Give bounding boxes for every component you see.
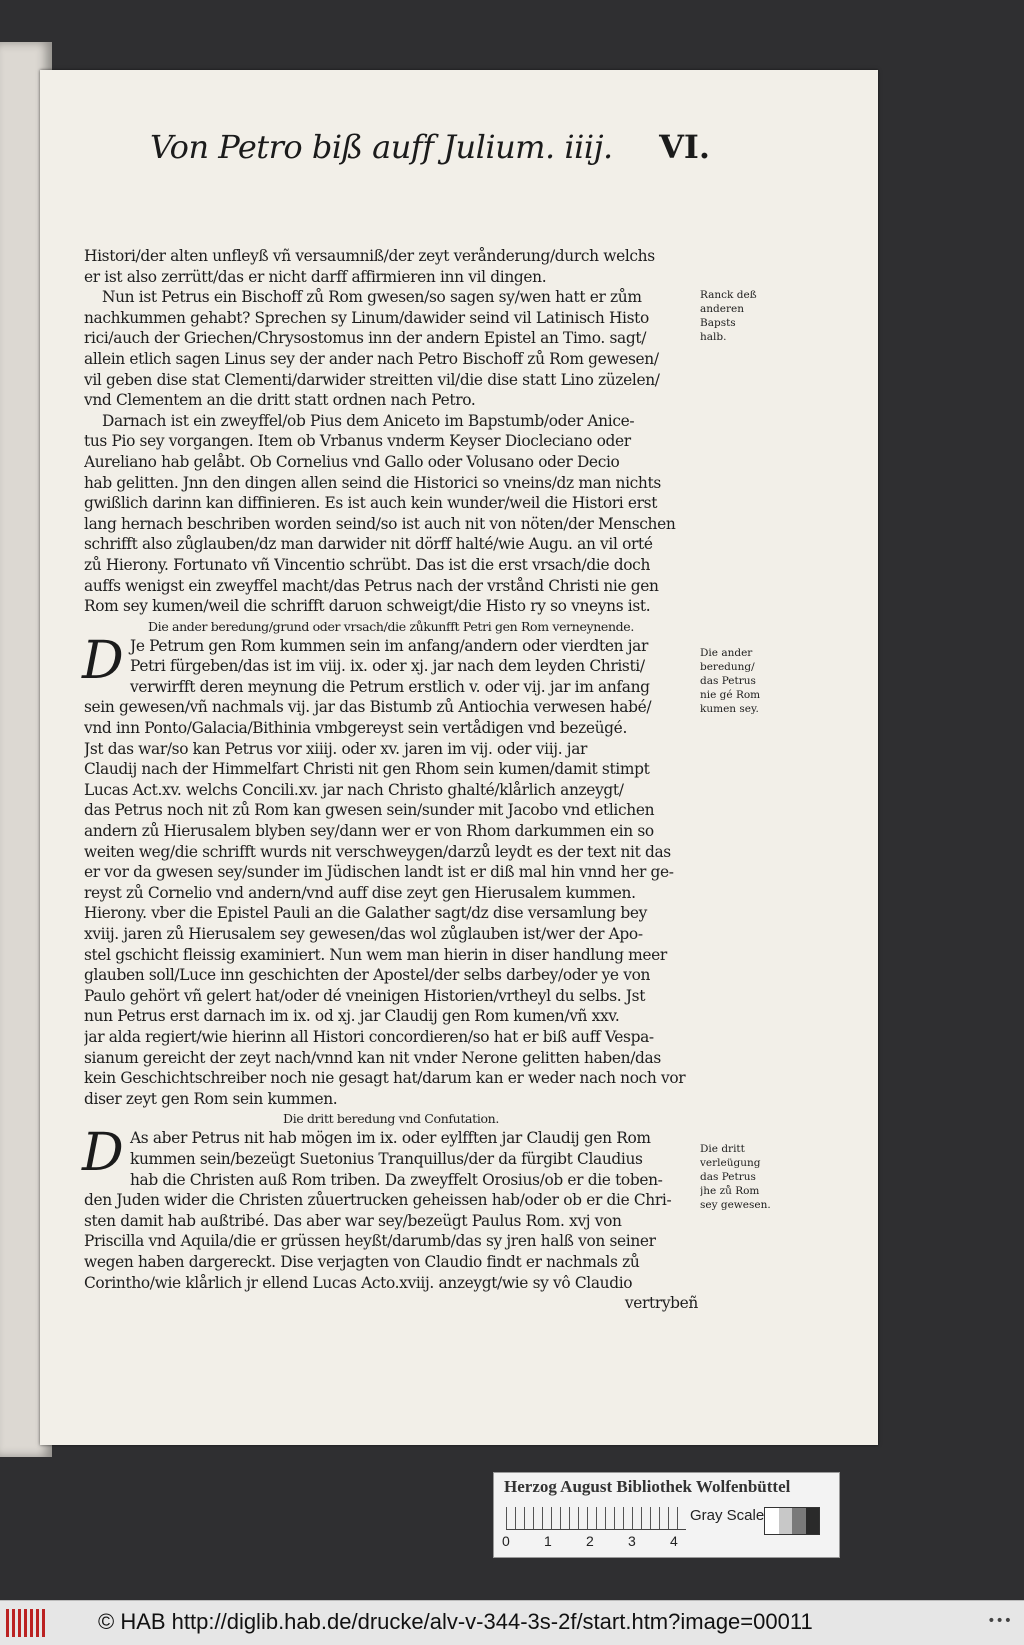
text-line: Darnach ist ein zweyffel/ob Pius dem Aniceto im Bapstumb/oder Anice- bbox=[102, 411, 635, 430]
text-line: wegen haben dargereckt. Dise verjagten von Claudio findt er nachmals zů bbox=[84, 1252, 640, 1271]
marginal-line: sey gewesen. bbox=[700, 1199, 771, 1211]
text-line: allein etlich sagen Linus sey der ander nach Petro Bischoff zů Rom gewesen/ bbox=[84, 349, 659, 368]
drop-capital: D bbox=[82, 1123, 124, 1184]
text-line: diser zeyt gen Rom sein kummen. bbox=[84, 1089, 338, 1108]
page-header bbox=[110, 128, 710, 178]
marginal-line: kumen sey. bbox=[700, 703, 759, 715]
text-line: Priscilla vnd Aquila/die er grüssen heyßt/darumb/das sy jren halß von seiner bbox=[84, 1232, 656, 1251]
marginal-line: verleügung bbox=[700, 1157, 761, 1169]
folio-number: VI. bbox=[659, 128, 710, 166]
text-line: vnd Clementem an die dritt statt ordnen nach Petro. bbox=[84, 391, 476, 410]
text-line: auffs wenigst ein zweyffel macht/das Petrus nach der vrstånd Christi nie gen bbox=[84, 576, 659, 595]
text-line: Histori/der alten unfleyß vñ versaumniß/der zeyt verånderung/durch welchs bbox=[84, 247, 655, 265]
marginal-line: Die dritt bbox=[700, 1143, 745, 1155]
text-line: Rom sey kumen/weil die schrifft daruon schweigt/die Histo ry so vneyns ist. bbox=[84, 597, 651, 616]
text-line: sianum gereicht der zeyt nach/vnnd kan nit vnder Nerone gelitten haben/das bbox=[84, 1048, 661, 1067]
text-line: vil geben dise stat Clementi/darwider streitten vil/die dise statt Lino züzelen/ bbox=[84, 370, 660, 389]
marginal-note-1 bbox=[700, 288, 778, 344]
text-line: nun Petrus erst darnach im ix. od xj. jar Claudij gen Rom kumen/vñ xxv. bbox=[84, 1007, 620, 1026]
text-line: Petri fürgeben/das ist im viij. ix. oder xj. jar nach dem leyden Christi/ bbox=[130, 657, 645, 676]
marginal-line: das Petrus bbox=[700, 675, 756, 687]
text-line: zů Hierony. Fortunato vñ Vincentio schrübt. Das ist die erst vrsach/die doch bbox=[84, 555, 651, 574]
ruler-number: 3 bbox=[628, 1533, 636, 1549]
hab-logo-icon bbox=[6, 1609, 46, 1637]
ruler-number: 1 bbox=[544, 1533, 552, 1549]
gray-scale-patches bbox=[764, 1507, 820, 1535]
gray-patch bbox=[779, 1508, 793, 1534]
marginal-line: das Petrus bbox=[700, 1171, 756, 1183]
catchword: vertrybeñ bbox=[624, 1294, 698, 1313]
text-line: Corintho/wie klårlich jr ellend Lucas Acto.xviij. anzeygt/wie sy vô Claudio bbox=[84, 1273, 633, 1292]
text-line: den Juden wider die Christen zůuertrucken geheissen hab/oder ob er die Chri- bbox=[84, 1191, 672, 1210]
scale-ruler bbox=[506, 1507, 686, 1530]
ruler-number: 4 bbox=[670, 1533, 678, 1549]
marginal-line: Ranck deß bbox=[700, 289, 757, 301]
section-heading: Die dritt beredung vnd Confutation. bbox=[283, 1111, 499, 1127]
text-line: Claudij nach der Himmelfart Christi nit gen Rhom sein kumen/damit stimpt bbox=[84, 760, 650, 779]
main-text-block bbox=[84, 246, 698, 1314]
text-line: andern zů Hierusalem blyben sey/dann wer er von Rhom darkummen ein so bbox=[84, 822, 654, 841]
text-line: jar alda regiert/wie hierinn all Histori concordieren/so hat er biß auff Vespa- bbox=[84, 1027, 654, 1046]
text-line: nachkummen gehabt? Sprechen sy Linum/dawider seind vil Latinisch Histo bbox=[84, 308, 649, 327]
marginal-note-3 bbox=[700, 1142, 778, 1212]
text-line: sein gewesen/vñ nachmals vij. jar das Bistumb zů Antiochia verwesen habé/ bbox=[84, 698, 652, 717]
marginal-line: Die ander bbox=[700, 647, 753, 659]
text-line: er ist also zerrütt/das er nicht darff affirmieren inn vil dingen. bbox=[84, 267, 547, 286]
ruler-number: 2 bbox=[586, 1533, 594, 1549]
marginal-line: anderen bbox=[700, 303, 744, 315]
marginal-note-2 bbox=[700, 646, 778, 716]
marginal-line: beredung/ bbox=[700, 661, 755, 673]
text-line: Hierony. vber die Epistel Pauli an die Galather sagt/dz dise versamlung bey bbox=[84, 904, 647, 923]
text-line: sten damit hab außtribé. Das aber war sey/bezeügt Paulus Rom. xvj von bbox=[84, 1211, 622, 1230]
text-line: er vor da gwesen sey/sunder im Jüdischen landt ist er diß mal hin vnnd her ge- bbox=[84, 863, 674, 882]
footer-bar bbox=[0, 1600, 1024, 1645]
library-name: Herzog August Bibliothek Wolfenbüttel bbox=[504, 1477, 791, 1496]
text-line: hab gelitten. Jnn den dingen allen seind die Historici so vneins/dz man nichts bbox=[84, 473, 661, 492]
section-heading: Die ander beredung/grund oder vrsach/die zůkunfft Petri gen Rom verneynende. bbox=[148, 618, 634, 634]
color-calibration-bar bbox=[493, 1472, 840, 1558]
more-options-icon[interactable]: ••• bbox=[987, 1613, 1012, 1629]
text-line: schrifft also zůglauben/dz man darwider nit dörff halté/wie Augu. an vil orté bbox=[84, 535, 653, 554]
text-line: kummen sein/bezeügt Suetonius Tranquillus/der da fürgibt Claudius bbox=[130, 1149, 643, 1168]
running-title: Von Petro biß auff Julium. iiij. bbox=[150, 128, 613, 166]
text-line: kein Geschichtschreiber noch nie gesagt hat/darum kan er weder nach noch vor bbox=[84, 1069, 686, 1088]
copyright-url[interactable]: © HAB http://diglib.hab.de/drucke/alv-v-344-3s-2f/start.htm?image=00011 bbox=[98, 1609, 813, 1634]
marginal-line: Bapsts bbox=[700, 317, 736, 329]
text-line: reyst zů Cornelio vnd andern/vnd auff dise zeyt gen Hierusalem kummen. bbox=[84, 883, 636, 902]
paragraph-with-initial bbox=[82, 630, 698, 698]
text-line: tus Pio sey vorgangen. Item ob Vrbanus vnderm Keyser Diocleciano oder bbox=[84, 432, 631, 451]
text-line: weiten weg/die schrifft wurds nit verschweygen/darzů leydt es der text nit das bbox=[84, 842, 671, 861]
text-line: xviij. jaren zů Hierusalem sey gewesen/das wol zůglauben ist/wer der Apo- bbox=[84, 925, 643, 943]
text-line: Je Petrum gen Rom kummen sein im anfang/andern oder vierdten jar bbox=[130, 636, 649, 655]
gray-scale-label: Gray Scale bbox=[690, 1507, 765, 1524]
text-line: vnd inn Ponto/Galacia/Bithinia vmbgereyst sein vertådigen vnd bezeügé. bbox=[84, 719, 627, 738]
text-line: As aber Petrus nit hab mögen im ix. oder eylfften jar Claudij gen Rom bbox=[130, 1129, 651, 1148]
marginal-line: nie gé Rom bbox=[700, 689, 761, 701]
text-line: Lucas Act.xv. welchs Concili.xv. jar nach Christo ghalté/klårlich anzeygt/ bbox=[84, 780, 624, 799]
gray-patch bbox=[806, 1508, 820, 1534]
paragraph-with-initial bbox=[82, 1123, 698, 1190]
gray-patch bbox=[765, 1508, 779, 1534]
marginal-line: halb. bbox=[700, 331, 727, 343]
text-line: Nun ist Petrus ein Bischoff zů Rom gwesen/so sagen sy/wen hatt er zům bbox=[102, 288, 642, 307]
text-line: hab die Christen auß Rom triben. Da zweyffelt Orosius/ob er die toben- bbox=[130, 1170, 663, 1189]
drop-capital: D bbox=[82, 630, 124, 691]
text-line: gwißlich darinn kan diffinieren. Es ist auch kein wunder/weil die Histori erst bbox=[84, 494, 658, 513]
text-line: rici/auch der Griechen/Chrysostomus inn der andern Epistel an Timo. sagt/ bbox=[84, 329, 647, 348]
marginal-line: jhe zů Rom bbox=[700, 1185, 760, 1197]
text-line: Jst das war/so kan Petrus vor xiiij. oder xv. jaren im vij. oder viij. jar bbox=[84, 739, 588, 758]
ruler-number: 0 bbox=[502, 1533, 510, 1549]
text-line: verwirfft deren meynung die Petrum erstlich v. oder vij. jar im anfang bbox=[130, 677, 650, 696]
text-line: Aureliano hab gelåbt. Ob Cornelius vnd Gallo oder Volusano oder Decio bbox=[84, 452, 620, 471]
text-line: das Petrus noch nit zů Rom kan gwesen sein/sunder mit Jacobo vnd etlichen bbox=[84, 801, 655, 820]
gray-patch bbox=[792, 1508, 806, 1534]
text-line: Paulo gehört vñ gelert hat/oder dé vneinigen Historien/vrtheyl du selbs. Jst bbox=[84, 986, 646, 1005]
text-line: lang hernach beschriben worden seind/so ist auch nit von nöten/der Menschen bbox=[84, 514, 676, 533]
text-line: stel gschicht fleissig examiniert. Nun wem man hierin in diser handlung meer bbox=[84, 945, 667, 964]
text-line: glauben soll/Luce inn geschichten der Apostel/der selbs darbey/oder ye von bbox=[84, 966, 651, 985]
